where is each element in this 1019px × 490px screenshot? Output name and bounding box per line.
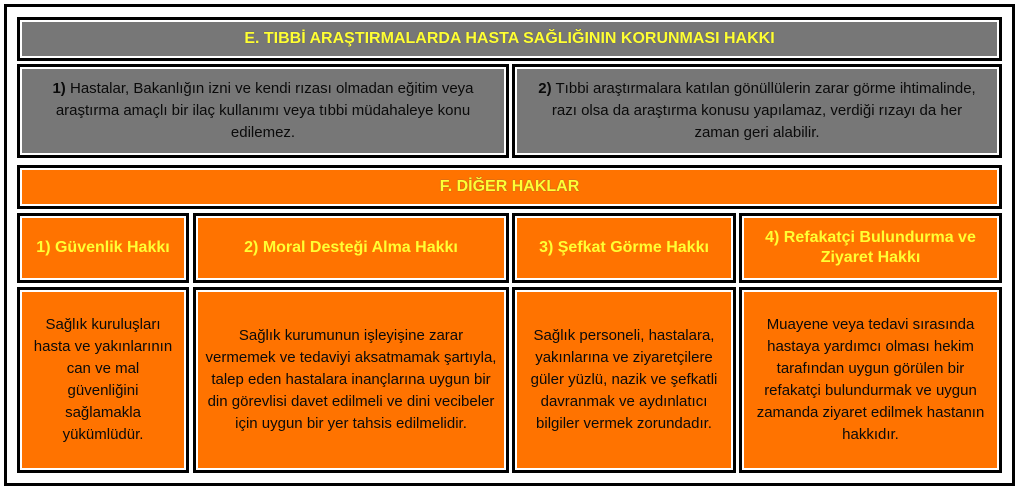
section-f-header (17, 165, 1002, 209)
section-e-item-2-text (515, 78, 999, 144)
section-e-item-1-text (20, 78, 506, 144)
right-title-text: 1) Güvenlik Hakkı (36, 239, 170, 256)
right-title-security (17, 213, 189, 283)
section-f-title: F. DİĞER HAKLAR (439, 178, 580, 195)
right-title-text: 4) Refakatçi Bulundurma ve Ziyaret Hakkı (765, 229, 976, 266)
right-title-companion-visit (739, 213, 1002, 283)
section-e-item-1 (17, 64, 509, 158)
item-text: Hastalar, Bakanlığın izni ve kendi rızası olmadan eğitim veya araştırma amaçlı bir ilaç kullanımı veya tıbbi müdahaleye konu edilemez. (55, 80, 474, 141)
right-body-companion-visit (739, 287, 1002, 473)
right-title-text: 2) Moral Desteği Alma Hakkı (244, 239, 458, 256)
item-text: Tıbbi araştırmalara katılan gönüllülerin zarar görme ihtimalinde, razı olsa da araştırma konusu yapılamaz, verdiği rızayı da her zaman geri alabilir. (551, 80, 976, 141)
right-body-text: Sağlık kurumunun işleyişine zarar vermemek ve tedaviyi aksatmamak şartıyla, talep eden hastalara inançlarına uygun bir din görevlisi davet edilmeli ve dini vecibeler için uygun bir yer tahsis edilmelidir. (205, 327, 497, 432)
right-title-text: 3) Şefkat Görme Hakkı (539, 239, 709, 256)
right-body-text: Sağlık kuruluşları hasta ve yakınlarının can ve mal güvenliğini sağlamakla yükümlüdür. (33, 316, 173, 443)
right-body-text: Sağlık personeli, hastalara, yakınlarına ve ziyaretçilere güler yüzlü, nazik ve şefkatli davranmak ve aydınlatıcı bilgiler vermek zorundadır. (530, 327, 718, 432)
right-body-security (17, 287, 189, 473)
right-title-moral-support (193, 213, 509, 283)
right-body-compassion (512, 287, 736, 473)
item-number: 1) (52, 80, 66, 97)
right-body-text: Muayene veya tedavi sırasında hastaya yardımcı olması hekim tarafından uygun görülen bir refakatçi bulundurmak ve uygun zamanda ziyaret edilmek hastanın hakkıdır. (756, 316, 985, 443)
section-e-title: E. TIBBİ ARAŞTIRMALARDA HASTA SAĞLIĞININ KORUNMASI HAKKI (244, 30, 775, 47)
section-e-header (17, 17, 1002, 61)
right-body-moral-support (193, 287, 509, 473)
item-number: 2) (538, 80, 552, 97)
section-e-item-2 (512, 64, 1002, 158)
right-title-compassion (512, 213, 736, 283)
